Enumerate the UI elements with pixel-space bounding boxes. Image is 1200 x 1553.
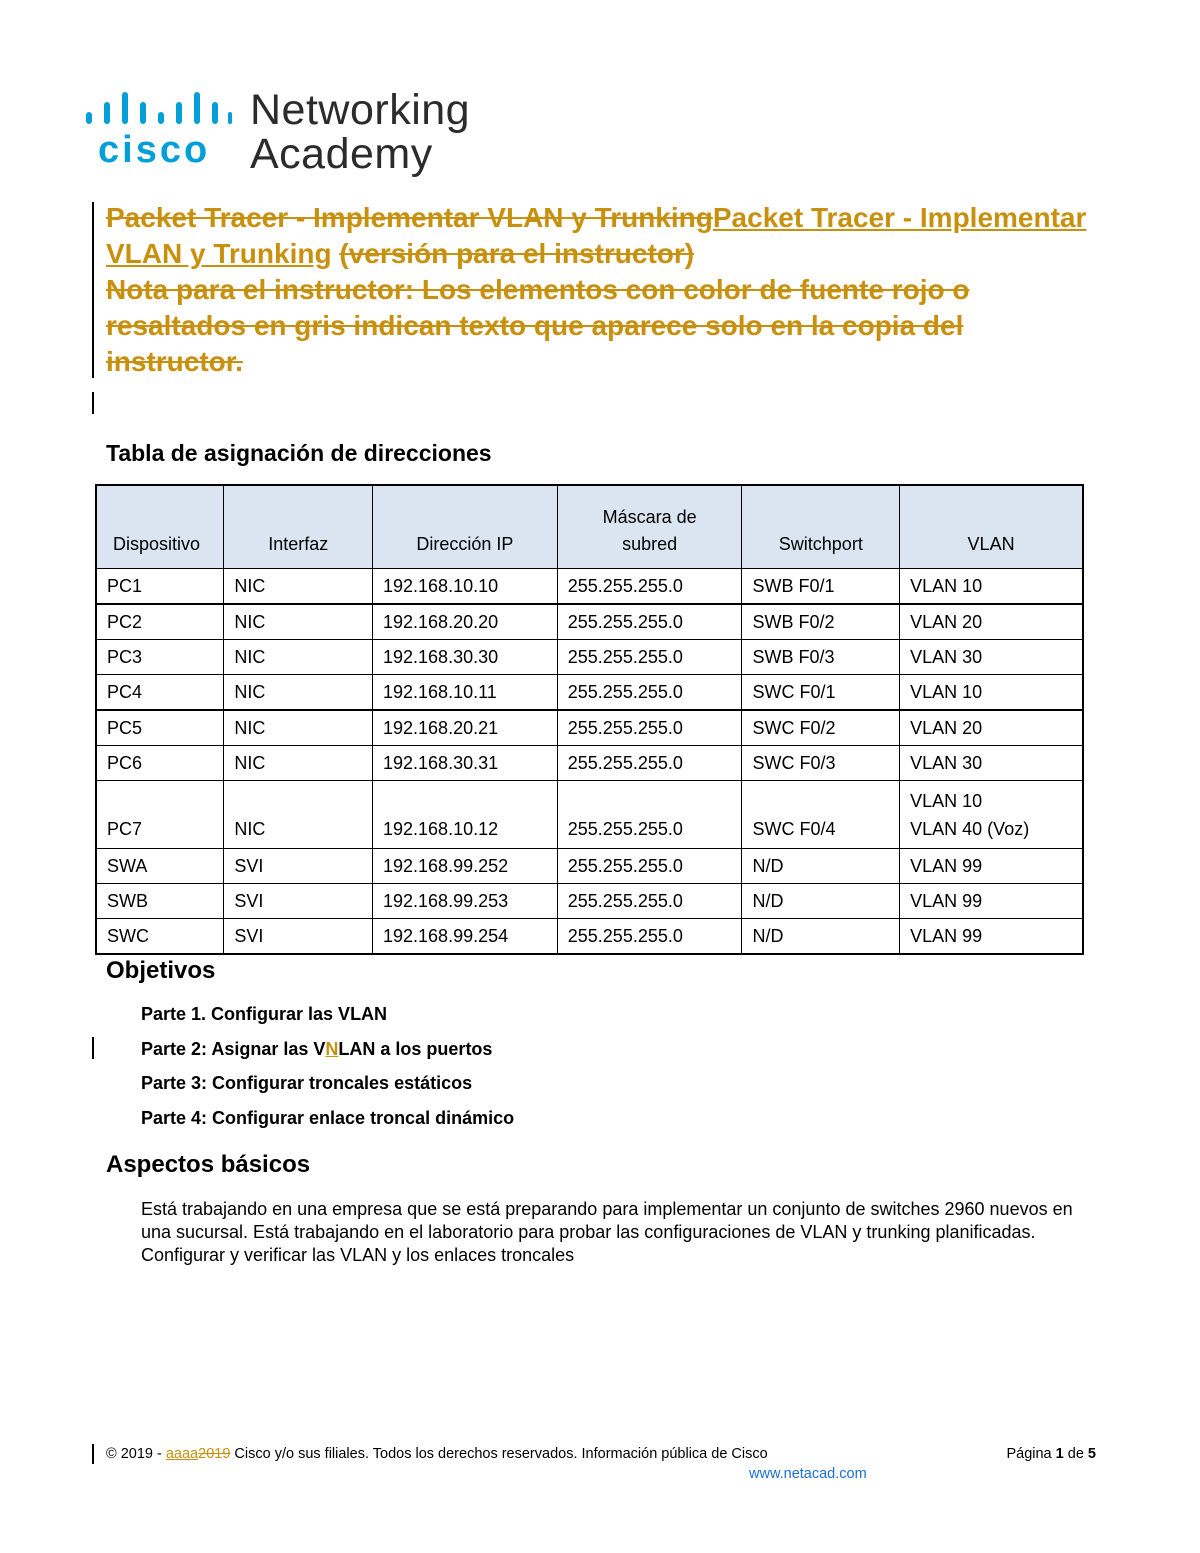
cell-ip: 192.168.20.21 <box>373 710 558 746</box>
cell-interface: SVI <box>224 919 373 955</box>
cell-vlan: VLAN 30 <box>900 746 1083 781</box>
cell-mask: 255.255.255.0 <box>557 604 742 640</box>
page-label: Página <box>1006 1446 1052 1462</box>
addressing-table <box>95 484 1084 955</box>
cell-ip: 192.168.99.254 <box>373 919 558 955</box>
cisco-wordmark: cisco <box>98 129 211 171</box>
cell-switchport: SWB F0/3 <box>742 640 900 675</box>
cell-ip: 192.168.10.12 <box>373 781 558 849</box>
cell-vlan-line: VLAN 10 <box>910 791 983 811</box>
page-current: 1 <box>1055 1446 1064 1462</box>
objective-text: LAN a los puertos <box>338 1038 493 1059</box>
cell-interface: NIC <box>224 675 373 711</box>
cell-mask: 255.255.255.0 <box>557 781 742 849</box>
cell-mask: 255.255.255.0 <box>557 640 742 675</box>
background-paragraph: Está trabajando en una empresa que se está preparando para implementar un conjunto de switches 2960 nuevos en una sucursal. Está trabajando en el laboratorio para probar las configuraciones de VLAN y trunking planificadas. Configurar y verificar las VLAN y los enlaces troncales <box>141 1199 1073 1265</box>
cell-device: PC5 <box>96 710 224 746</box>
cell-device: SWA <box>96 849 224 884</box>
cell-mask: 255.255.255.0 <box>557 884 742 919</box>
objectives-heading: Objetivos <box>106 957 216 984</box>
page-total: 5 <box>1087 1446 1096 1462</box>
cell-mask: 255.255.255.0 <box>557 919 742 955</box>
cell-ip: 192.168.30.31 <box>373 746 558 781</box>
cell-vlan: VLAN 99 <box>900 884 1083 919</box>
copyright-prefix: © 2019 - <box>106 1446 166 1462</box>
netacad-link[interactable]: www.netacad.com <box>749 1466 867 1482</box>
cell-switchport: N/D <box>742 884 900 919</box>
cell-switchport: N/D <box>742 849 900 884</box>
col-header: Interfaz <box>224 485 373 569</box>
addressing-table-heading: Tabla de asignación de direcciones <box>106 440 492 466</box>
cell-mask: 255.255.255.0 <box>557 675 742 711</box>
table-row <box>96 604 1083 640</box>
table-row <box>96 884 1083 919</box>
change-bar <box>92 1444 94 1464</box>
cell-ip: 192.168.10.11 <box>373 675 558 711</box>
col-header: Dispositivo <box>96 485 224 569</box>
cell-vlan: VLAN 20 <box>900 604 1083 640</box>
cell-switchport: N/D <box>742 919 900 955</box>
change-bar <box>92 1037 94 1059</box>
cell-interface: NIC <box>224 710 373 746</box>
cell-interface: NIC <box>224 640 373 675</box>
cell-device: SWB <box>96 884 224 919</box>
cell-ip: 192.168.30.30 <box>373 640 558 675</box>
logo-academy: Academy <box>250 130 433 178</box>
cell-mask: 255.255.255.0 <box>557 569 742 605</box>
page-number <box>1006 1446 1096 1462</box>
copyright-inserted: aaaa <box>165 1446 199 1462</box>
objectives-list <box>141 1004 514 1142</box>
instructor-note: Nota para el instructor: Los elementos con color de fuente rojo o resaltados en gris indican texto que aparece solo en la copia del instructor. <box>106 274 970 377</box>
cell-vlan-line: VLAN 40 (Voz) <box>910 819 1030 839</box>
cell-device: SWC <box>96 919 224 955</box>
objective-item <box>141 1039 514 1074</box>
change-bar <box>92 202 94 378</box>
cell-switchport: SWC F0/1 <box>742 675 900 711</box>
col-header: Dirección IP <box>373 485 558 569</box>
cell-vlan: VLAN 99 <box>900 919 1083 955</box>
cell-mask: 255.255.255.0 <box>557 746 742 781</box>
cell-interface: SVI <box>224 849 373 884</box>
cell-mask: 255.255.255.0 <box>557 849 742 884</box>
table-row <box>96 849 1083 884</box>
background-heading: Aspectos básicos <box>106 1151 311 1178</box>
cell-switchport: SWC F0/4 <box>742 781 900 849</box>
objective-inserted-char: N <box>325 1038 339 1059</box>
cell-vlan: VLAN 99 <box>900 849 1083 884</box>
cell-interface: NIC <box>224 746 373 781</box>
cell-device: PC3 <box>96 640 224 675</box>
cell-ip: 192.168.20.20 <box>373 604 558 640</box>
page-of-label: de <box>1067 1446 1084 1462</box>
cell-device: PC4 <box>96 675 224 711</box>
cell-mask: 255.255.255.0 <box>557 710 742 746</box>
objective-item: Parte 1. Configurar las VLAN <box>141 1004 388 1024</box>
table-row <box>96 675 1083 711</box>
cisco-bars-icon <box>84 92 232 126</box>
table-row <box>96 746 1083 781</box>
col-header-text: Máscara de subred <box>602 507 697 554</box>
cell-vlan: VLAN 20 <box>900 710 1083 746</box>
copyright-deleted: 2019 <box>198 1446 231 1462</box>
table-row <box>96 640 1083 675</box>
cell-device: PC6 <box>96 746 224 781</box>
cell-ip: 192.168.99.253 <box>373 884 558 919</box>
cisco-networking-academy-logo <box>84 86 484 178</box>
title-inserted: Packet Tracer - Implementar VLAN y Trunking <box>106 202 1087 269</box>
title-deleted: Packet Tracer - Implementar VLAN y Trunking <box>106 202 713 233</box>
col-header: Switchport <box>742 485 900 569</box>
table-row <box>96 569 1083 605</box>
cell-vlan: VLAN 10 <box>900 675 1083 711</box>
cell-interface: NIC <box>224 781 373 849</box>
cell-ip: 192.168.99.252 <box>373 849 558 884</box>
cell-interface: SVI <box>224 884 373 919</box>
cell-vlan: VLAN 10 <box>900 569 1083 605</box>
objective-text: Parte 2: Asignar las V <box>141 1038 326 1059</box>
cell-vlan <box>900 781 1083 849</box>
cell-vlan: VLAN 30 <box>900 640 1083 675</box>
change-bar <box>92 392 94 414</box>
document-title <box>106 200 1106 380</box>
cell-switchport: SWB F0/2 <box>742 604 900 640</box>
cell-device: PC7 <box>96 781 224 849</box>
col-header <box>557 485 742 569</box>
objective-item: Parte 4: Configurar enlace troncal dinámico <box>141 1107 515 1128</box>
cell-interface: NIC <box>224 604 373 640</box>
cell-device: PC2 <box>96 604 224 640</box>
cell-interface: NIC <box>224 569 373 605</box>
copyright <box>106 1446 768 1462</box>
copyright-text: Cisco y/o sus filiales. Todos los derechos reservados. Información pública de Cisco <box>230 1446 768 1462</box>
cell-switchport: SWB F0/1 <box>742 569 900 605</box>
cell-switchport: SWC F0/2 <box>742 710 900 746</box>
cell-switchport: SWC F0/3 <box>742 746 900 781</box>
table-row <box>96 781 1083 849</box>
logo-networking: Networking <box>250 86 471 134</box>
title-version-deleted: (versión para el instructor) <box>339 238 695 269</box>
table-header-row <box>96 485 1083 569</box>
table-row <box>96 919 1083 955</box>
table-row <box>96 710 1083 746</box>
col-header: VLAN <box>900 485 1083 569</box>
cell-device: PC1 <box>96 569 224 605</box>
cell-ip: 192.168.10.10 <box>373 569 558 605</box>
objective-item: Parte 3: Configurar troncales estáticos <box>141 1073 473 1093</box>
